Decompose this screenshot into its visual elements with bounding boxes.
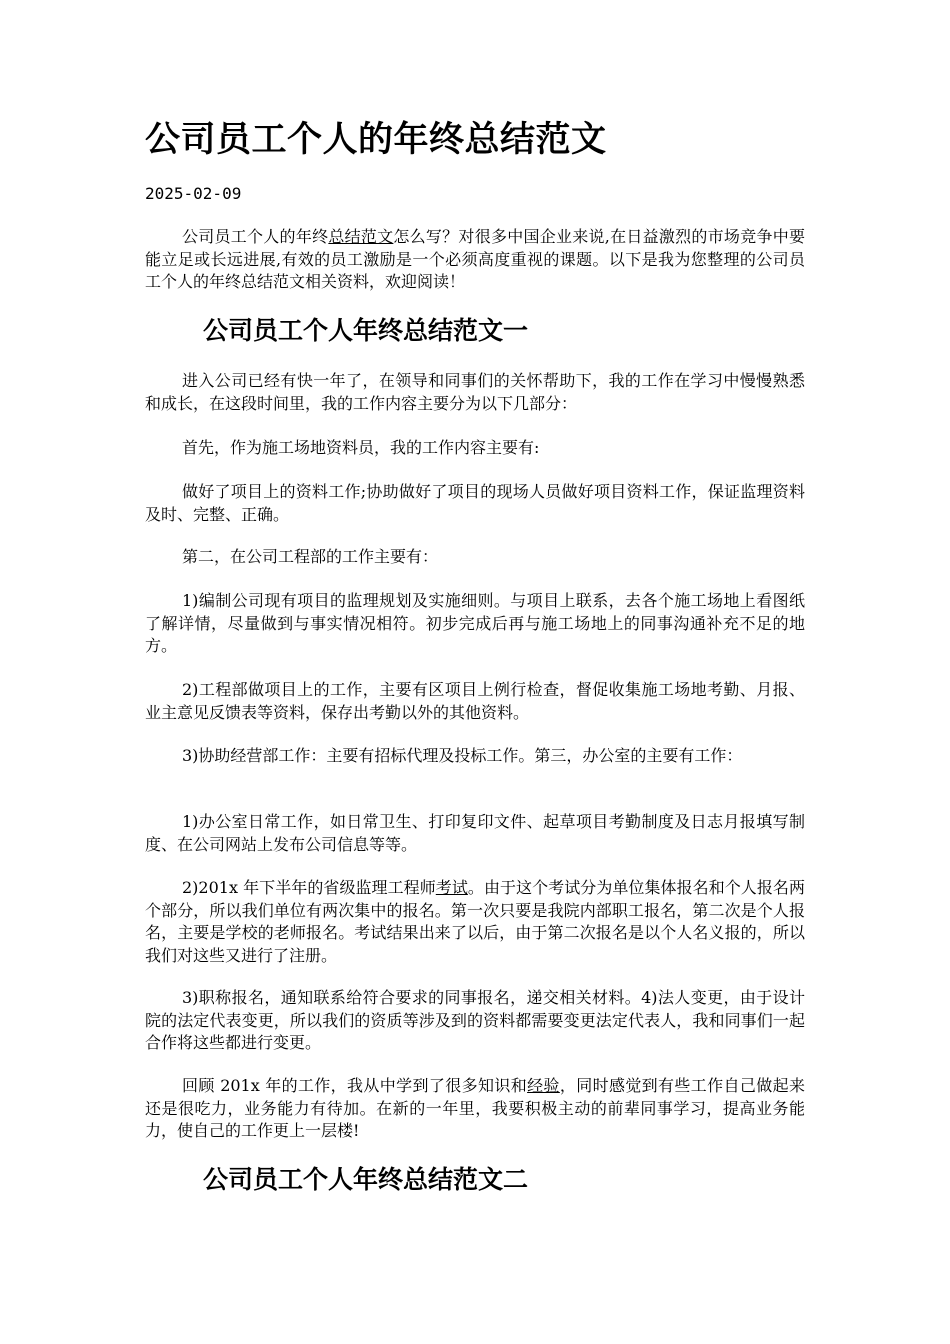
intro-paragraph (145, 226, 805, 294)
exam-link[interactable]: 考试 (435, 878, 468, 897)
paragraph-11-post: ，同时感觉到有些工作自己做起来还是很吃力，业务能力有待加。在新的一年里，我要积极主动的前辈同事学习，提高业务能力，使自己的工作更上一层楼! (145, 1076, 805, 1140)
paragraph-1: 进入公司已经有快一年了，在领导和同事们的关怀帮助下，我的工作在学习中慢慢熟悉和成长，在这段时间里，我的工作内容主要分为以下几部分： (145, 371, 805, 413)
paragraph-2: 首先，作为施工场地资料员，我的工作内容主要有: (182, 438, 540, 457)
paragraph-9 (145, 877, 805, 967)
intro-text-post: 怎么写？对很多中国企业来说,在日益激烈的市场竞争中要能立足或长远进展,有效的员工激励是一个必须高度重视的课题。以下是我为您整理的公司员工个人的年终总结范文相关资料，欢迎阅读！ (145, 227, 805, 291)
paragraph-4: 第二，在公司工程部的工作主要有： (182, 547, 439, 566)
section-heading-1: 公司员工个人年终总结范文一 (203, 316, 529, 345)
section-heading-2: 公司员工个人年终总结范文二 (203, 1165, 529, 1194)
paragraph-9-pre: 2)201x 年下半年的省级监理工程师 (182, 878, 436, 897)
paragraph-5: 1)编制公司现有项目的监理规划及实施细则。与项目上联系，去各个施工场地上看图纸了解详情，尽量做到与事实情况相符。初步完成后再与施工场地上的同事沟通补充不足的地方。 (145, 591, 805, 655)
paragraph-8: 1)办公室日常工作，如日常卫生、打印复印文件、起草项目考勤制度及日志月报填写制度、在公司网站上发布公司信息等等。 (145, 812, 805, 854)
paragraph-9-post: 。由于这个考试分为单位集体报名和个人报名两个部分，所以我们单位有两次集中的报名。第一次只要是我院内部职工报名，第二次是个人报名，主要是学校的老师报名。考试结果出来了以后，由于第二次报名是以个人名义报的，所以我们对这些又进行了注册。 (145, 878, 805, 965)
paragraph-6: 2)工程部做项目上的工作，主要有区项目上例行检查，督促收集施工场地考勤、月报、业主意见反馈表等资料，保存出考勤以外的其他资料。 (145, 680, 805, 722)
paragraph-11 (145, 1075, 805, 1143)
paragraph-10: 3)职称报名，通知联系给符合要求的同事报名，递交相关材料。4)法人变更，由于设计院的法定代表变更，所以我们的资质等涉及到的资料都需要变更法定代表人，我和同事们一起合作将这些都进行变更。 (145, 988, 805, 1052)
experience-link[interactable]: 经验 (527, 1076, 560, 1095)
article-title: 公司员工个人的年终总结范文 (145, 119, 607, 160)
paragraph-11-pre: 回顾 201x 年的工作，我从中学到了很多知识和 (182, 1076, 528, 1095)
summary-template-link[interactable]: 总结范文 (328, 227, 394, 246)
publish-date: 2025-02-09 (145, 184, 242, 203)
intro-text-pre: 公司员工个人的年终 (182, 227, 329, 246)
paragraph-3: 做好了项目上的资料工作;协助做好了项目的现场人员做好项目资料工作，保证监理资料及时、完整、正确。 (145, 482, 805, 524)
paragraph-7: 3)协助经营部工作：主要有招标代理及投标工作。第三，办公室的主要有工作： (182, 746, 743, 765)
